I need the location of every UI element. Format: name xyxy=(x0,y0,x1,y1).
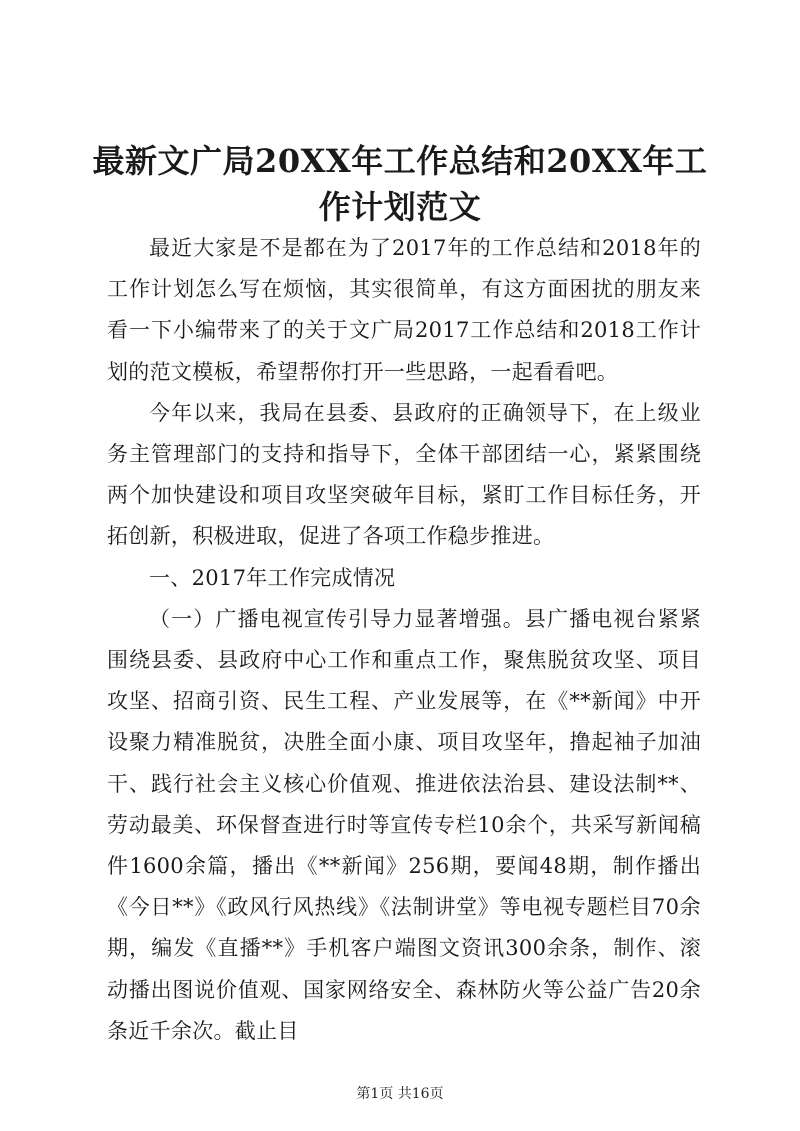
page-footer: 第1页 共16页 xyxy=(356,1086,444,1102)
section-heading: 一、2017年工作完成情况 xyxy=(149,565,396,590)
document-title: 最新文广局20XX年工作总结和20XX年工作计划范文 xyxy=(92,142,708,226)
summary-paragraph: 今年以来，我局在县委、县政府的正确领导下，在上级业务主管理部门的支持和指导下，全体干部团结一心，紧紧围绕两个加快建设和项目攻坚突破年目标，紧盯工作目标任务，开拓创新，积极进取，促进了各项工作稳步推进。 xyxy=(107,400,701,549)
document-body xyxy=(107,228,701,1052)
subsection-paragraph: （一）广播电视宣传引导力显著增强。县广播电视台紧紧围绕县委、县政府中心工作和重点工作，聚焦脱贫攻坚、项目攻坚、招商引资、民生工程、产业发展等，在《**新闻》中开设聚力精准脱贫，决胜全面小康、项目攻坚年，撸起袖子加油干、践行社会主义核心价值观、推进依法治县、建设法制**、劳动最美、环保督查进行时等宣传专栏10余个，共采写新闻稿件1600余篇，播出《**新闻》256期，要闻48期，制作播出《今日**》《政风行风热线》《法制讲堂》等电视专题栏目70余期，编发《直播**》手机客户端图文资讯300余条，制作、滚动播出图说价值观、国家网络安全、森林防火等公益广告20余条近千余次。截止目 xyxy=(107,606,701,1043)
intro-paragraph: 最近大家是不是都在为了2017年的工作总结和2018年的工作计划怎么写在烦恼，其实很简单，有这方面困扰的朋友来看一下小编带来了的关于文广局2017工作总结和2018工作计划的范文模板，希望帮你打开一些思路，一起看看吧。 xyxy=(107,236,701,384)
